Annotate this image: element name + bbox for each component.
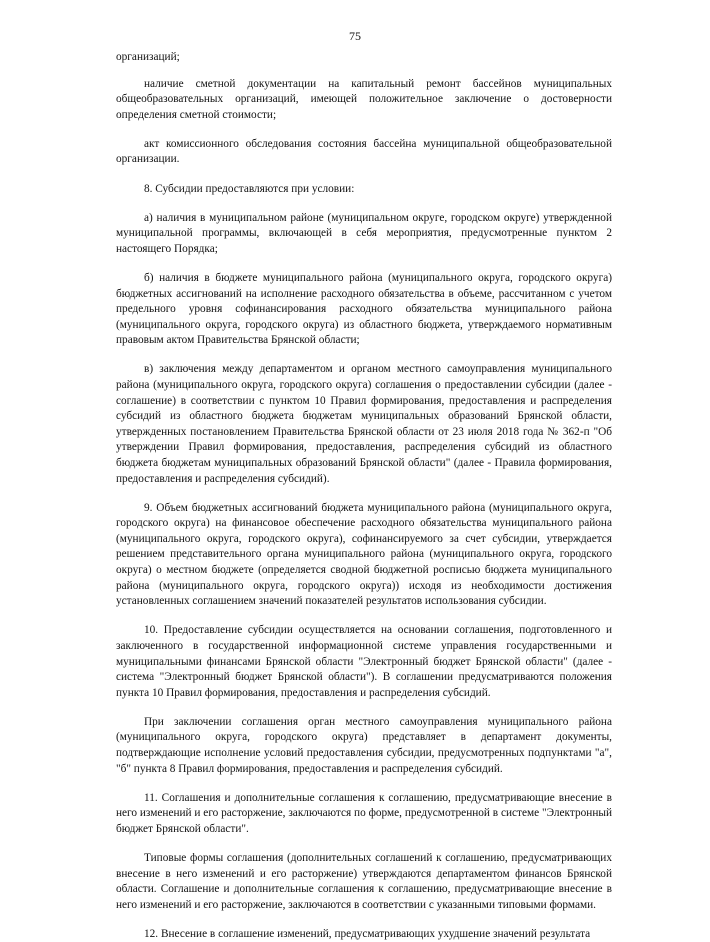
paragraph-12: 12. Внесение в соглашение изменений, предусматривающих ухудшение значений результата [144, 927, 591, 940]
paragraph-7: 9. Объем бюджетных ассигнований бюджета муниципального района (муниципального округа, городского округа) на финансовое обеспечение расходного обязательства муниципального района (муниципального округа, городского округа), софинансируемого за счет субсидии, утверждается решением представительного органа муниципального района (муниципального округа, городского округа) о местном бюджете (определяется сводной бюджетной росписью бюджета муниципального района (муниципального округа, городского округа)) исходя из необходимости достижения установленных соглашением значений показателей результатов использования субсидии. [116, 501, 612, 608]
paragraph-4: а) наличия в муниципальном районе (муниципальном округе, городском округе) утвержденной муниципальной программы, включающей в себя мероприятия, предусмотренные пунктом 2 настоящего Порядка; [116, 211, 612, 255]
paragraph-9: При заключении соглашения орган местного самоуправления муниципального района (муниципального округа, городского округа) представляет в департамент документы, подтверждающие исполнение условий предоставления субсидии, предусмотренных подпунктами "а", "б" пункта 8 Правил формирования, предоставления и распределения субсидий. [116, 715, 612, 775]
paragraph-6: в) заключения между департаментом и органом местного самоуправления муниципального района (муниципального округа, городского округа) соглашения о предоставлении субсидии (далее - соглашение) в соответствии с пунктом 10 Правил формирования, предоставления и распределения субсидий из областного бюджета бюджетам муниципальных образований Брянской области, утвержденных постановлением Правительства Брянской области от 23 июля 2018 года № 362-п "Об утверждении Правил формирования, предоставления, распределения субсидий из областного бюджета бюджетам муниципальных образований Брянской области" (далее - Правила формирования, предоставления и распределения субсидий). [116, 363, 612, 485]
paragraph-1: наличие сметной документации на капитальный ремонт бассейнов муниципальных общеобразовательных организаций, имеющей положительное заключение о достоверности определения сметной стоимости; [116, 77, 612, 121]
paragraph-2: акт комиссионного обследования состояния бассейна муниципальной общеобразовательной организации. [116, 137, 612, 166]
document-body [116, 50, 612, 942]
paragraph-5: б) наличия в бюджете муниципального района (муниципального округа, городского округа) бюджетных ассигнований на исполнение расходного обязательства в объеме, рассчитанном с учетом предельного уровня софинансирования расходного обязательства муниципального района (муниципального округа, городского округа) из областного бюджета, утверждаемого нормативным правовым актом Правительства Брянской области; [116, 271, 612, 347]
paragraph-11: Типовые формы соглашения (дополнительных соглашений к соглашению, предусматривающих внесение в него изменений и его расторжение) утверждаются департаментом финансов Брянской области. Соглашение и дополнительные соглашения к соглашению, предусматривающие внесение в него изменений и его расторжение, заключаются в соответствии с указанными типовыми формами. [116, 851, 612, 911]
paragraph-0: организаций; [116, 51, 180, 63]
paragraph-3: 8. Субсидии предоставляются при условии: [144, 182, 355, 195]
page-number: 75 [349, 29, 361, 43]
paragraph-10: 11. Соглашения и дополнительные соглашения к соглашению, предусматривающие внесение в него изменений и его расторжение, заключаются по форме, предусмотренной в системе "Электронный бюджет Брянской области". [116, 791, 612, 835]
paragraph-8: 10. Предоставление субсидии осуществляется на основании соглашения, подготовленного и заключенного в государственной информационной системе управления государственными и муниципальными финансами Брянской области "Электронный бюджет Брянской области" (далее - система "Электронный бюджет Брянской области"). В соглашении предусматриваются положения пункта 10 Правил формирования, предоставления и распределения субсидий. [116, 624, 612, 699]
